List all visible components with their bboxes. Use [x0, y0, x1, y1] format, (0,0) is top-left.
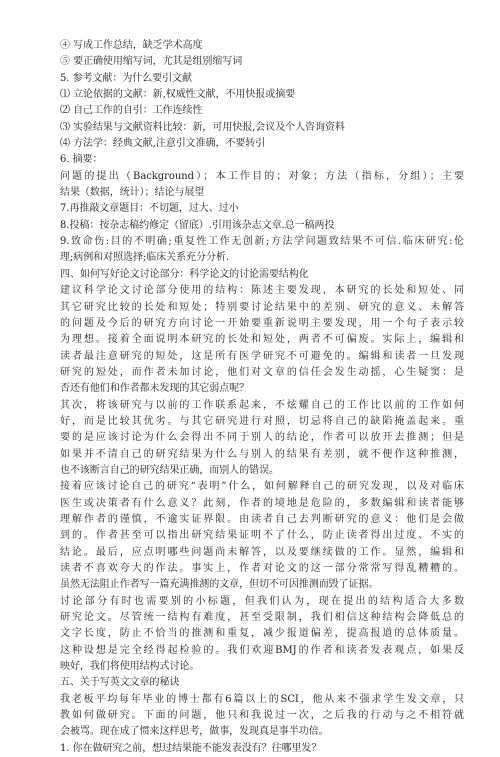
- text-line: 研究的短处，而作者未加讨论，他们对文章的信任会发生动摇，心生疑窦：是: [60, 366, 464, 378]
- text-line: 这种设想是完全经得起检验的。我们欢迎BMJ的作者和读者发表观点，如果反: [60, 644, 464, 656]
- text-line: 教如何做研究。下面的问题，他只和我说过一次，之后我的行动与之不相符就: [60, 710, 464, 722]
- text-line: ⑶ 实验结果与文献资料比较：新，可用快报,会议及个人咨询资料: [60, 121, 345, 133]
- text-line: 我老板平均每年毕业的博士都有6篇以上的SCI，他从来不强求学生发文章，只: [60, 693, 464, 705]
- text-line: 接着应该讨论自己的研究“表明”什么，如何解释自己的研究发现，以及对临床: [60, 481, 464, 493]
- text-line: 1. 你在做研究之前，想过结果能不能发表没有？往哪里发？: [60, 742, 322, 754]
- text-line: 9.致命伤:目的不明确;重复性工作无创新;方法学问题致结果不可信.临床研究:伦: [60, 236, 464, 248]
- text-line: ④ 写成工作总结，缺乏学术高度: [60, 40, 203, 51]
- text-line: 结果（数据，统计）；结论与展望: [60, 187, 205, 199]
- text-line: ⑤ 要正确使用缩写词，尤其是组别缩写词: [60, 56, 243, 68]
- text-line: 如果并不清自己的研究结果为什么与别人的结果有差别，就不便作这种推测，: [60, 448, 464, 460]
- text-line: 到的。作者甚至可以指出研究结果证明不了什么，防止读者得出过度、不实的: [60, 530, 464, 542]
- text-line: 其次，将该研究与以前的工作联系起来，不炫耀自己的工作比以前的工作如何: [60, 399, 464, 411]
- text-line: 文字长度，防止不恰当的推测和重复，减少报道偏差，提高报道的总体质量。: [60, 628, 464, 640]
- text-line: 7.再推敲文章题目：不切题，过大、过小: [60, 203, 239, 215]
- text-line: 映好，我们将使用结构式讨论。: [60, 661, 200, 673]
- text-line: 为理想。接着全面说明本研究的长处和短处，两者不可偏废。实际上，编辑和: [60, 334, 464, 346]
- text-line: 也不该断言自己的研究结果正确，而别人的错误。: [60, 464, 279, 476]
- text-line: 读者不喜欢夸大的作法。事实上，作者对论文的这一部分常常写得乱糟糟的。: [60, 563, 464, 574]
- text-line: 否还有他们和作者都未发现的其它弱点呢？: [60, 383, 250, 395]
- text-line: 要的是应该讨论为什么会得出不同于别人的结论，作者可以放开去推测；但是: [60, 432, 464, 444]
- text-line: 虽然无法阻止作者写一篇充满推测的文章，但切不可因推测而毁了证据。: [60, 579, 379, 591]
- text-line: 会被骂。现在成了惯来这样思考，做事，发现真是事半功倍。: [60, 726, 329, 738]
- text-line: 建议科学论文讨论部分使用的结构：陈述主要发现，本研究的长处和短处、同: [60, 285, 464, 297]
- text-line: ⑷ 方法学：经典文献,注意引文准确，不要转引: [60, 138, 266, 150]
- text-line: 理;病例和对照选择;临床关系充分分析.: [60, 252, 229, 264]
- text-line: 6. 摘要：: [60, 154, 103, 166]
- text-line: ⑵ 自己工作的自引：工作连续性: [60, 105, 203, 117]
- text-line: 医生或决策者有什么意义？此刻，作者的境地是危险的，多数编辑和读者能够: [60, 497, 464, 509]
- text-line: 五、关于写英文文章的秘诀: [60, 677, 180, 689]
- text-line: 理解作者的谨慎，不逾实证界限。由读者自己去判断研究的意义：他们是会做: [60, 513, 464, 525]
- text-line: 5. 参考文献：为什么要引文献: [60, 72, 192, 84]
- text-line: 问题的提出（Background）；本工作目的；对象；方法（指标，分组）；主要: [60, 170, 464, 182]
- text-line: 结论。最后，应点明哪些问题尚未解答，以及要继续做的工作。显然，编辑和: [60, 546, 464, 558]
- text-line: 好，而是比较其优劣。与其它研究进行对照，切忌将自己的缺陷掩盖起来。重: [60, 415, 464, 427]
- text-line: 的问题及今后的研究方向讨论一开始要重新说明主要发现，用一个句子表示较: [60, 317, 464, 329]
- text-line: 四、如何写好论文讨论部分：科学论文的讨论需要结构化: [60, 268, 309, 280]
- text-line: 研究论文。尽管统一结构有难度，甚至受限制，我们相信这种结构会降低总的: [60, 612, 464, 624]
- text-line: 8.投稿：按杂志稿约修定（留底）.引用该杂志文章.总一稿两投: [60, 219, 335, 231]
- text-line: 讨论部分有时也需要别的小标题，但我们认为，现在提出的结构适合大多数: [60, 595, 464, 607]
- text-line: 读者最注意研究的短处，这是所有医学研究不可避免的。编辑和读者一旦发现: [60, 350, 464, 362]
- text-line: 其它研究比较的长处和短处；特别要讨论结果中的差别、研究的意义、未解答: [60, 301, 464, 313]
- text-line: ⑴ 立论依据的文献：新,权威性文献，不用快报或摘要: [60, 89, 296, 101]
